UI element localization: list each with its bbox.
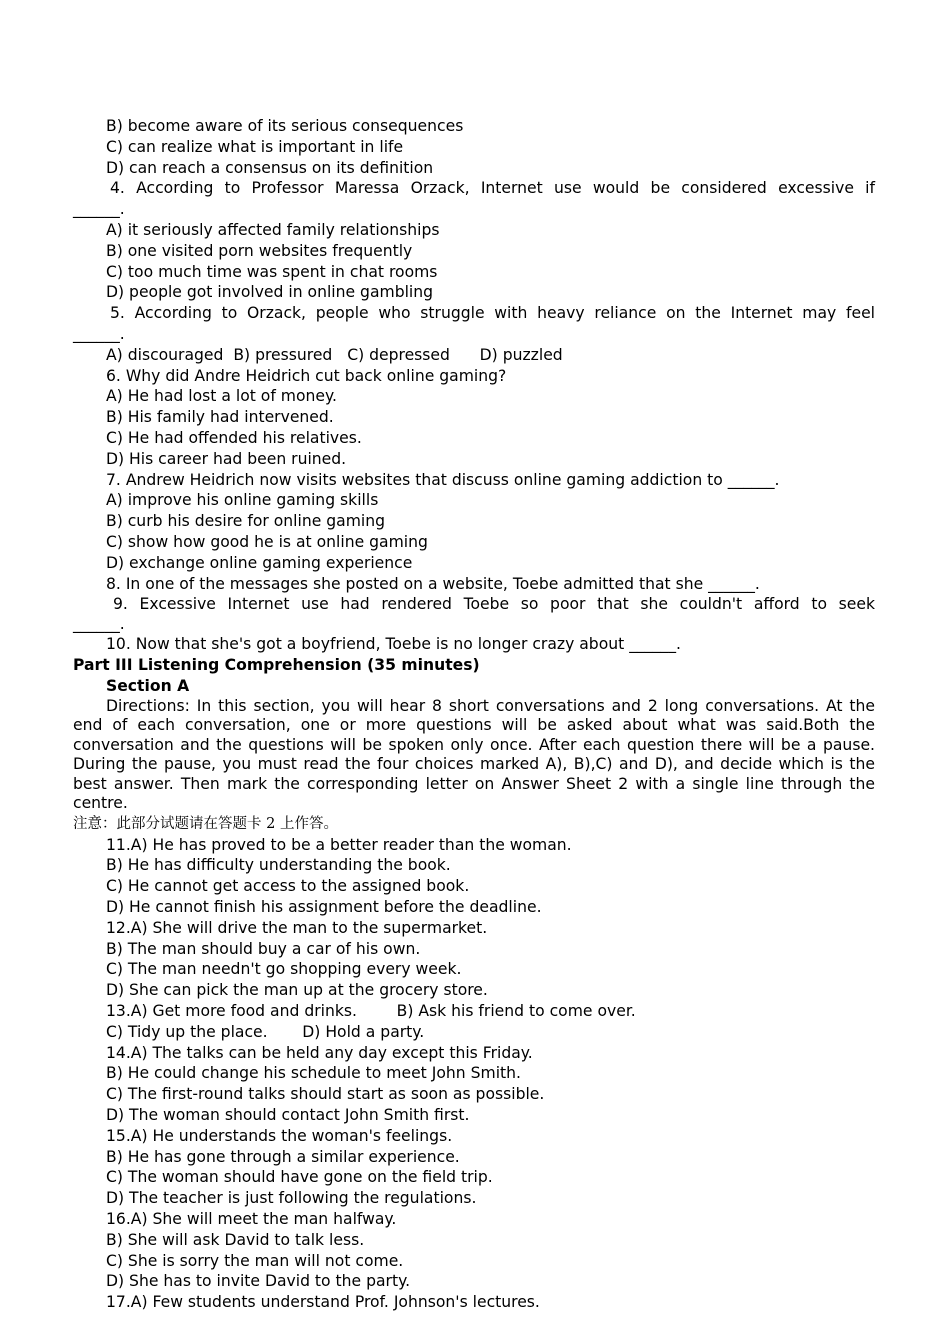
q5-blank: ______. [73,324,125,343]
q7-option-c: C) show how good he is at online gaming [106,532,428,551]
section-a-heading: Section A [106,676,190,695]
q8-stem: 8. In one of the messages she posted on a website, Toebe admitted that she ______. [106,574,760,593]
directions-paragraph: Directions: In this section, you will hear 8 short conversations and 2 long conversations. At the end of each conversation, one or more questions will be asked about what was said.Both the conversation and the questions will be spoken only once. After each question there will be a pause. During the pause, you must read the four choices marked A), B),C) and D), and decide which is the best answer. Then mark the corresponding letter on Answer Sheet 2 with a single line through the centre. [73,696,875,813]
q11-option-b: B) He has difficulty understanding the book. [106,856,451,875]
q15-option-c: C) The woman should have gone on the field trip. [106,1168,493,1187]
q6-stem: 6. Why did Andre Heidrich cut back online gaming? [106,366,507,385]
q6-option-c: C) He had offended his relatives. [106,428,362,447]
q14-option-d: D) The woman should contact John Smith first. [106,1105,470,1124]
q15-option-d: D) The teacher is just following the regulations. [106,1189,477,1208]
q4-option-a: A) it seriously affected family relationships [106,220,440,239]
q16-option-c: C) She is sorry the man will not come. [106,1251,404,1270]
q16-option-b: B) She will ask David to talk less. [106,1230,365,1249]
q4-option-b: B) one visited porn websites frequently [106,241,413,260]
q14-option-a: 14.A) The talks can be held any day except this Friday. [106,1043,533,1062]
q4-option-c: C) too much time was spent in chat rooms [106,262,438,281]
q12-option-a: 12.A) She will drive the man to the supermarket. [106,918,488,937]
q16-option-d: D) She has to invite David to the party. [106,1272,411,1291]
q14-option-c: C) The first-round talks should start as soon as possible. [106,1085,545,1104]
q9-stem: 9. Excessive Internet use had rendered Toebe so poor that she couldn't afford to seek [113,595,875,614]
chinese-note: 注意：此部分试题请在答题卡 2 上作答。 [73,816,338,833]
q12-option-c: C) The man needn't go shopping every week. [106,960,462,979]
q11-option-a: 11.A) He has proved to be a better reader than the woman. [106,835,572,854]
q12-option-d: D) She can pick the man up at the grocery store. [106,981,488,1000]
q17-option-a: 17.A) Few students understand Prof. Johnson's lectures. [106,1293,540,1312]
q16-option-a: 16.A) She will meet the man halfway. [106,1209,397,1228]
q12-option-b: B) The man should buy a car of his own. [106,939,421,958]
q11-option-c: C) He cannot get access to the assigned book. [106,877,470,896]
q5-options: A) discouraged B) pressured C) depressed D) puzzled [106,345,563,364]
q6-option-b: B) His family had intervened. [106,408,334,427]
q15-option-a: 15.A) He understands the woman's feelings. [106,1126,453,1145]
q6-option-a: A) He had lost a lot of money. [106,387,337,406]
q7-stem: 7. Andrew Heidrich now visits websites that discuss online gaming addiction to ______. [106,470,780,489]
q5-stem: 5. According to Orzack, people who struggle with heavy reliance on the Internet may feel [110,304,875,323]
q10-stem: 10. Now that she's got a boyfriend, Toebe is no longer crazy about ______. [106,635,681,654]
q14-option-b: B) He could change his schedule to meet John Smith. [106,1064,521,1083]
q6-option-d: D) His career had been ruined. [106,449,347,468]
q7-option-b: B) curb his desire for online gaming [106,512,386,531]
q7-option-d: D) exchange online gaming experience [106,553,413,572]
q4-stem: 4. According to Professor Maressa Orzack, Internet use would be considered excessive if [110,179,875,198]
q15-option-b: B) He has gone through a similar experience. [106,1147,460,1166]
q3-option-d: D) can reach a consensus on its definition [106,158,434,177]
part3-title: Part III Listening Comprehension (35 minutes) [73,655,480,674]
document-page [73,116,875,1313]
q3-option-b: B) become aware of its serious consequences [106,117,464,135]
q11-option-d: D) He cannot finish his assignment before the deadline. [106,897,542,916]
q4-blank: ______. [73,200,125,219]
q4-option-d: D) people got involved in online gambling [106,283,434,302]
q7-option-a: A) improve his online gaming skills [106,491,379,510]
q13-options-cd: C) Tidy up the place. D) Hold a party. [106,1022,425,1041]
q3-option-c: C) can realize what is important in life [106,137,404,156]
q13-options-ab: 13.A) Get more food and drinks. B) Ask his friend to come over. [106,1001,636,1020]
q9-blank: ______. [73,615,125,634]
